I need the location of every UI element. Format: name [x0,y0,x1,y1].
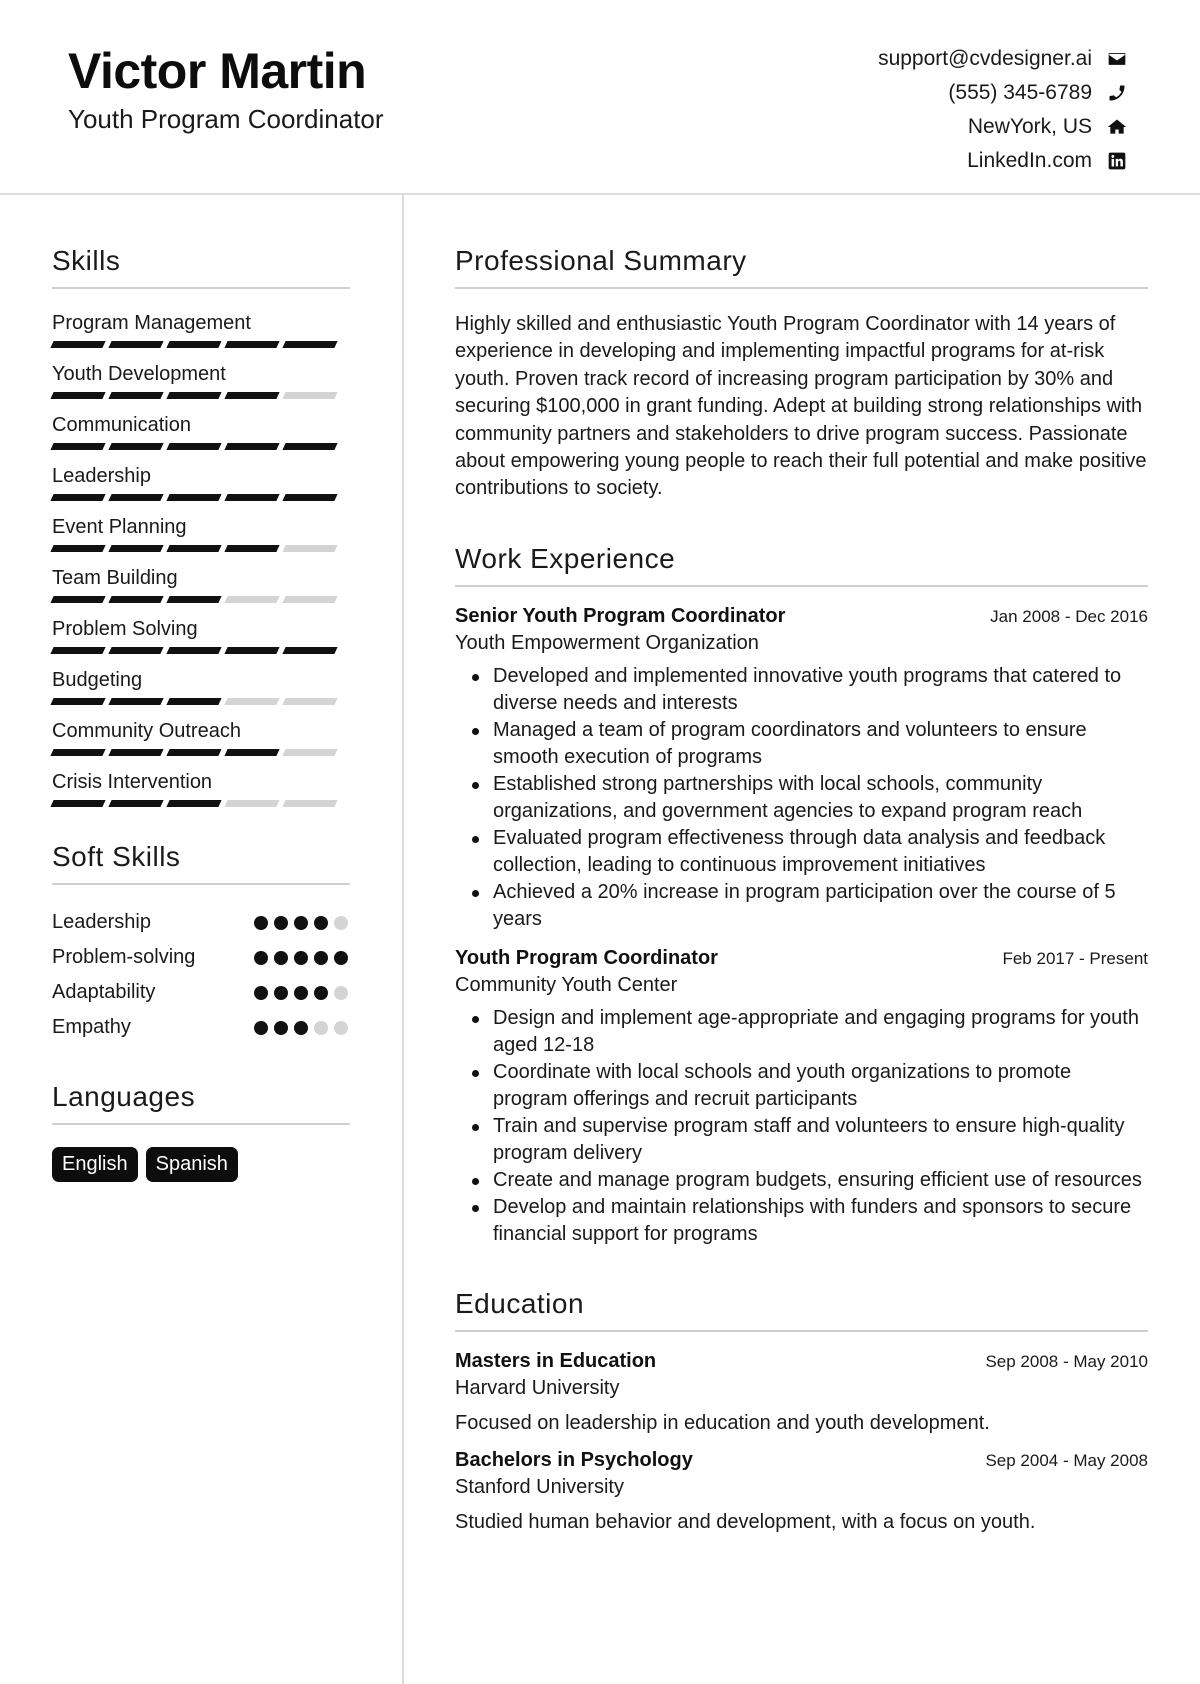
skill-level-segment [224,647,279,654]
experience-section [455,543,1148,1248]
job-bullet: Developed and implemented innovative youth programs that catered to diverse needs and interests [455,663,1148,717]
skill-item [52,770,350,807]
skill-level-bar [52,545,350,552]
skill-level-segment [166,494,221,501]
skill-level-segment [166,392,221,399]
contact-linkedin-text: LinkedIn.com [967,149,1092,172]
skill-item [52,464,350,501]
education-section [455,1288,1148,1534]
soft-skill-name: Adaptability [52,981,156,1003]
job-dates: Feb 2017 - Present [1002,948,1148,968]
skill-level-segment [166,596,221,603]
contact-location-text: NewYork, US [967,115,1092,138]
job-entry [455,605,1148,933]
skill-item [52,566,350,603]
skill-name: Program Management [52,312,251,334]
skill-level-segment [166,545,221,552]
skill-name: Communication [52,414,191,436]
education-header [455,1350,1148,1373]
rating-dot [314,986,328,1000]
rating-dot [254,916,268,930]
job-bullet: Evaluated program effectiveness through data analysis and feedback collection, leading to continuous improvement initiatives [455,825,1148,879]
skill-level-segment [166,341,221,348]
skill-item [52,719,350,756]
skill-level-segment [282,698,337,705]
skill-level-segment [282,647,337,654]
languages-heading: Languages [52,1081,350,1125]
left-column [52,245,350,1182]
rating-dot [314,916,328,930]
skill-name: Problem Solving [52,618,198,640]
rating-dot [274,951,288,965]
skill-level-segment [224,698,279,705]
job-bullets [455,1005,1148,1248]
skill-level-segment [166,800,221,807]
job-organization: Community Youth Center [455,973,678,996]
skill-level-segment [108,749,163,756]
resume-header [0,0,1200,195]
skill-level-segment [282,494,337,501]
soft-skill-item [52,975,350,1010]
contact-location [708,110,1128,144]
soft-skill-item [52,905,350,940]
education-description: Studied human behavior and development, with a focus on youth. [455,1510,1036,1533]
soft-skill-item [52,940,350,975]
skill-level-segment [282,749,337,756]
skill-level-bar [52,698,350,705]
job-bullet: Achieved a 20% increase in program participation over the course of 5 years [455,879,1148,933]
skill-level-segment [50,698,105,705]
skill-level-segment [282,392,337,399]
skill-level-bar [52,647,350,654]
rating-dot [274,1021,288,1035]
skill-name: Event Planning [52,516,187,538]
phone-icon [1106,82,1128,104]
skill-level-segment [166,443,221,450]
summary-heading: Professional Summary [455,245,1148,289]
skill-level-segment [224,749,279,756]
skill-level-bar [52,494,350,501]
education-dates: Sep 2004 - May 2008 [985,1450,1148,1470]
rating-dot [254,951,268,965]
soft-skill-rating [254,1021,348,1035]
candidate-name: Victor Martin [68,43,367,99]
skill-item [52,515,350,552]
rating-dot [334,951,348,965]
skill-level-segment [50,749,105,756]
rating-dot [254,1021,268,1035]
skill-level-segment [108,800,163,807]
languages-section [52,1081,350,1182]
skill-level-segment [50,392,105,399]
job-organization: Youth Empowerment Organization [455,631,759,654]
contact-phone-text: (555) 345-6789 [948,81,1092,104]
education-description: Focused on leadership in education and youth development. [455,1411,990,1434]
languages-list [52,1147,350,1182]
rating-dot [254,986,268,1000]
education-heading: Education [455,1288,1148,1332]
contact-linkedin[interactable] [708,144,1128,178]
degree-title: Bachelors in Psychology [455,1448,693,1471]
soft-skill-name: Empathy [52,1016,131,1038]
experience-heading: Work Experience [455,543,1148,587]
skill-level-bar [52,800,350,807]
language-badge: Spanish [146,1147,238,1182]
skill-level-segment [108,494,163,501]
skill-level-segment [108,392,163,399]
degree-title: Masters in Education [455,1349,657,1372]
right-column [455,245,1148,1534]
rating-dot [334,916,348,930]
soft-skills-section [52,841,350,1045]
skill-name: Youth Development [52,363,226,385]
job-bullet: Create and manage program budgets, ensuring efficient use of resources [455,1167,1148,1194]
rating-dot [294,916,308,930]
skill-item [52,617,350,654]
school-name: Stanford University [455,1475,624,1498]
skill-item [52,362,350,399]
skill-name: Crisis Intervention [52,771,213,793]
contact-email[interactable] [708,42,1128,76]
skill-name: Budgeting [52,669,143,691]
skill-level-segment [108,596,163,603]
linkedin-icon [1106,150,1128,172]
job-header [455,605,1148,628]
job-header [455,947,1148,970]
skill-level-segment [50,494,105,501]
skill-level-segment [108,443,163,450]
school-name: Harvard University [455,1376,620,1399]
rating-dot [334,1021,348,1035]
rating-dot [294,951,308,965]
skill-level-segment [282,800,337,807]
skill-level-segment [166,647,221,654]
job-bullet: Managed a team of program coordinators and volunteers to ensure smooth execution of programs [455,717,1148,771]
job-bullets [455,663,1148,933]
soft-skill-name: Leadership [52,911,151,933]
soft-skill-rating [254,916,348,930]
soft-skill-rating [254,951,348,965]
soft-skill-item [52,1010,350,1045]
job-bullet: Train and supervise program staff and volunteers to ensure high-quality program delivery [455,1113,1148,1167]
skill-level-segment [224,800,279,807]
rating-dot [294,986,308,1000]
skill-item [52,311,350,348]
skill-level-segment [282,545,337,552]
skill-level-segment [50,443,105,450]
skill-item [52,413,350,450]
skill-level-segment [108,341,163,348]
skill-level-segment [282,596,337,603]
skill-level-segment [224,596,279,603]
skill-level-segment [50,545,105,552]
skill-level-segment [282,341,337,348]
education-header [455,1449,1148,1472]
skill-level-segment [224,392,279,399]
skill-level-segment [50,596,105,603]
contact-phone[interactable] [708,76,1128,110]
skill-level-bar [52,443,350,450]
skill-level-segment [108,545,163,552]
job-dates: Jan 2008 - Dec 2016 [990,606,1148,626]
soft-skill-rating [254,986,348,1000]
skill-level-bar [52,341,350,348]
job-bullet: Coordinate with local schools and youth organizations to promote program offerings and recruit participants [455,1059,1148,1113]
envelope-icon [1106,48,1128,70]
education-entry [455,1449,1148,1534]
education-dates: Sep 2008 - May 2010 [985,1351,1148,1371]
job-title: Youth Program Coordinator [455,946,718,969]
summary-text: Highly skilled and enthusiastic Youth Program Coordinator with 14 years of experience in developing and implementing impactful programs for at-risk youth. Proven track record of increasing program participation by 30% and securing $100,000 in grant funding. Adept at building strong relationships with community partners and stakeholders to drive program success. Passionate about empowering young people to reach their full potential and make positive contributions to society. [455,313,1147,500]
skill-level-segment [166,698,221,705]
language-badge: English [52,1147,138,1182]
skill-level-segment [50,341,105,348]
jobs-list [455,605,1148,1248]
skill-level-segment [108,647,163,654]
skill-name: Leadership [52,465,151,487]
skill-level-segment [50,800,105,807]
soft-skill-name: Problem-solving [52,946,196,968]
skill-level-segment [224,494,279,501]
contact-email-text: support@cvdesigner.ai [878,47,1092,70]
rating-dot [274,986,288,1000]
soft-skills-list [52,905,350,1045]
rating-dot [294,1021,308,1035]
education-entry [455,1350,1148,1435]
rating-dot [334,986,348,1000]
skill-name: Community Outreach [52,720,241,742]
job-bullet: Develop and maintain relationships with funders and sponsors to secure financial support for programs [455,1194,1148,1248]
skill-level-segment [224,341,279,348]
job-bullet: Established strong partnerships with local schools, community organizations, and government agencies to expand program reach [455,771,1148,825]
contact-list [708,42,1128,178]
column-divider [402,195,404,1684]
job-entry [455,947,1148,1248]
rating-dot [274,916,288,930]
skill-item [52,668,350,705]
soft-skills-heading: Soft Skills [52,841,350,885]
job-bullet: Design and implement age-appropriate and engaging programs for youth aged 12-18 [455,1005,1148,1059]
skill-level-segment [50,647,105,654]
skill-level-bar [52,392,350,399]
skills-list [52,311,350,807]
skill-level-segment [224,545,279,552]
rating-dot [314,1021,328,1035]
skill-level-bar [52,596,350,603]
skill-level-segment [108,698,163,705]
skill-level-segment [166,749,221,756]
job-title: Senior Youth Program Coordinator [455,604,786,627]
skill-level-segment [282,443,337,450]
skill-level-segment [224,443,279,450]
skill-name: Team Building [52,567,178,589]
education-list [455,1350,1148,1534]
rating-dot [314,951,328,965]
skills-heading: Skills [52,245,350,289]
candidate-title: Youth Program Coordinator [68,104,384,134]
skill-level-bar [52,749,350,756]
home-icon [1106,116,1128,138]
